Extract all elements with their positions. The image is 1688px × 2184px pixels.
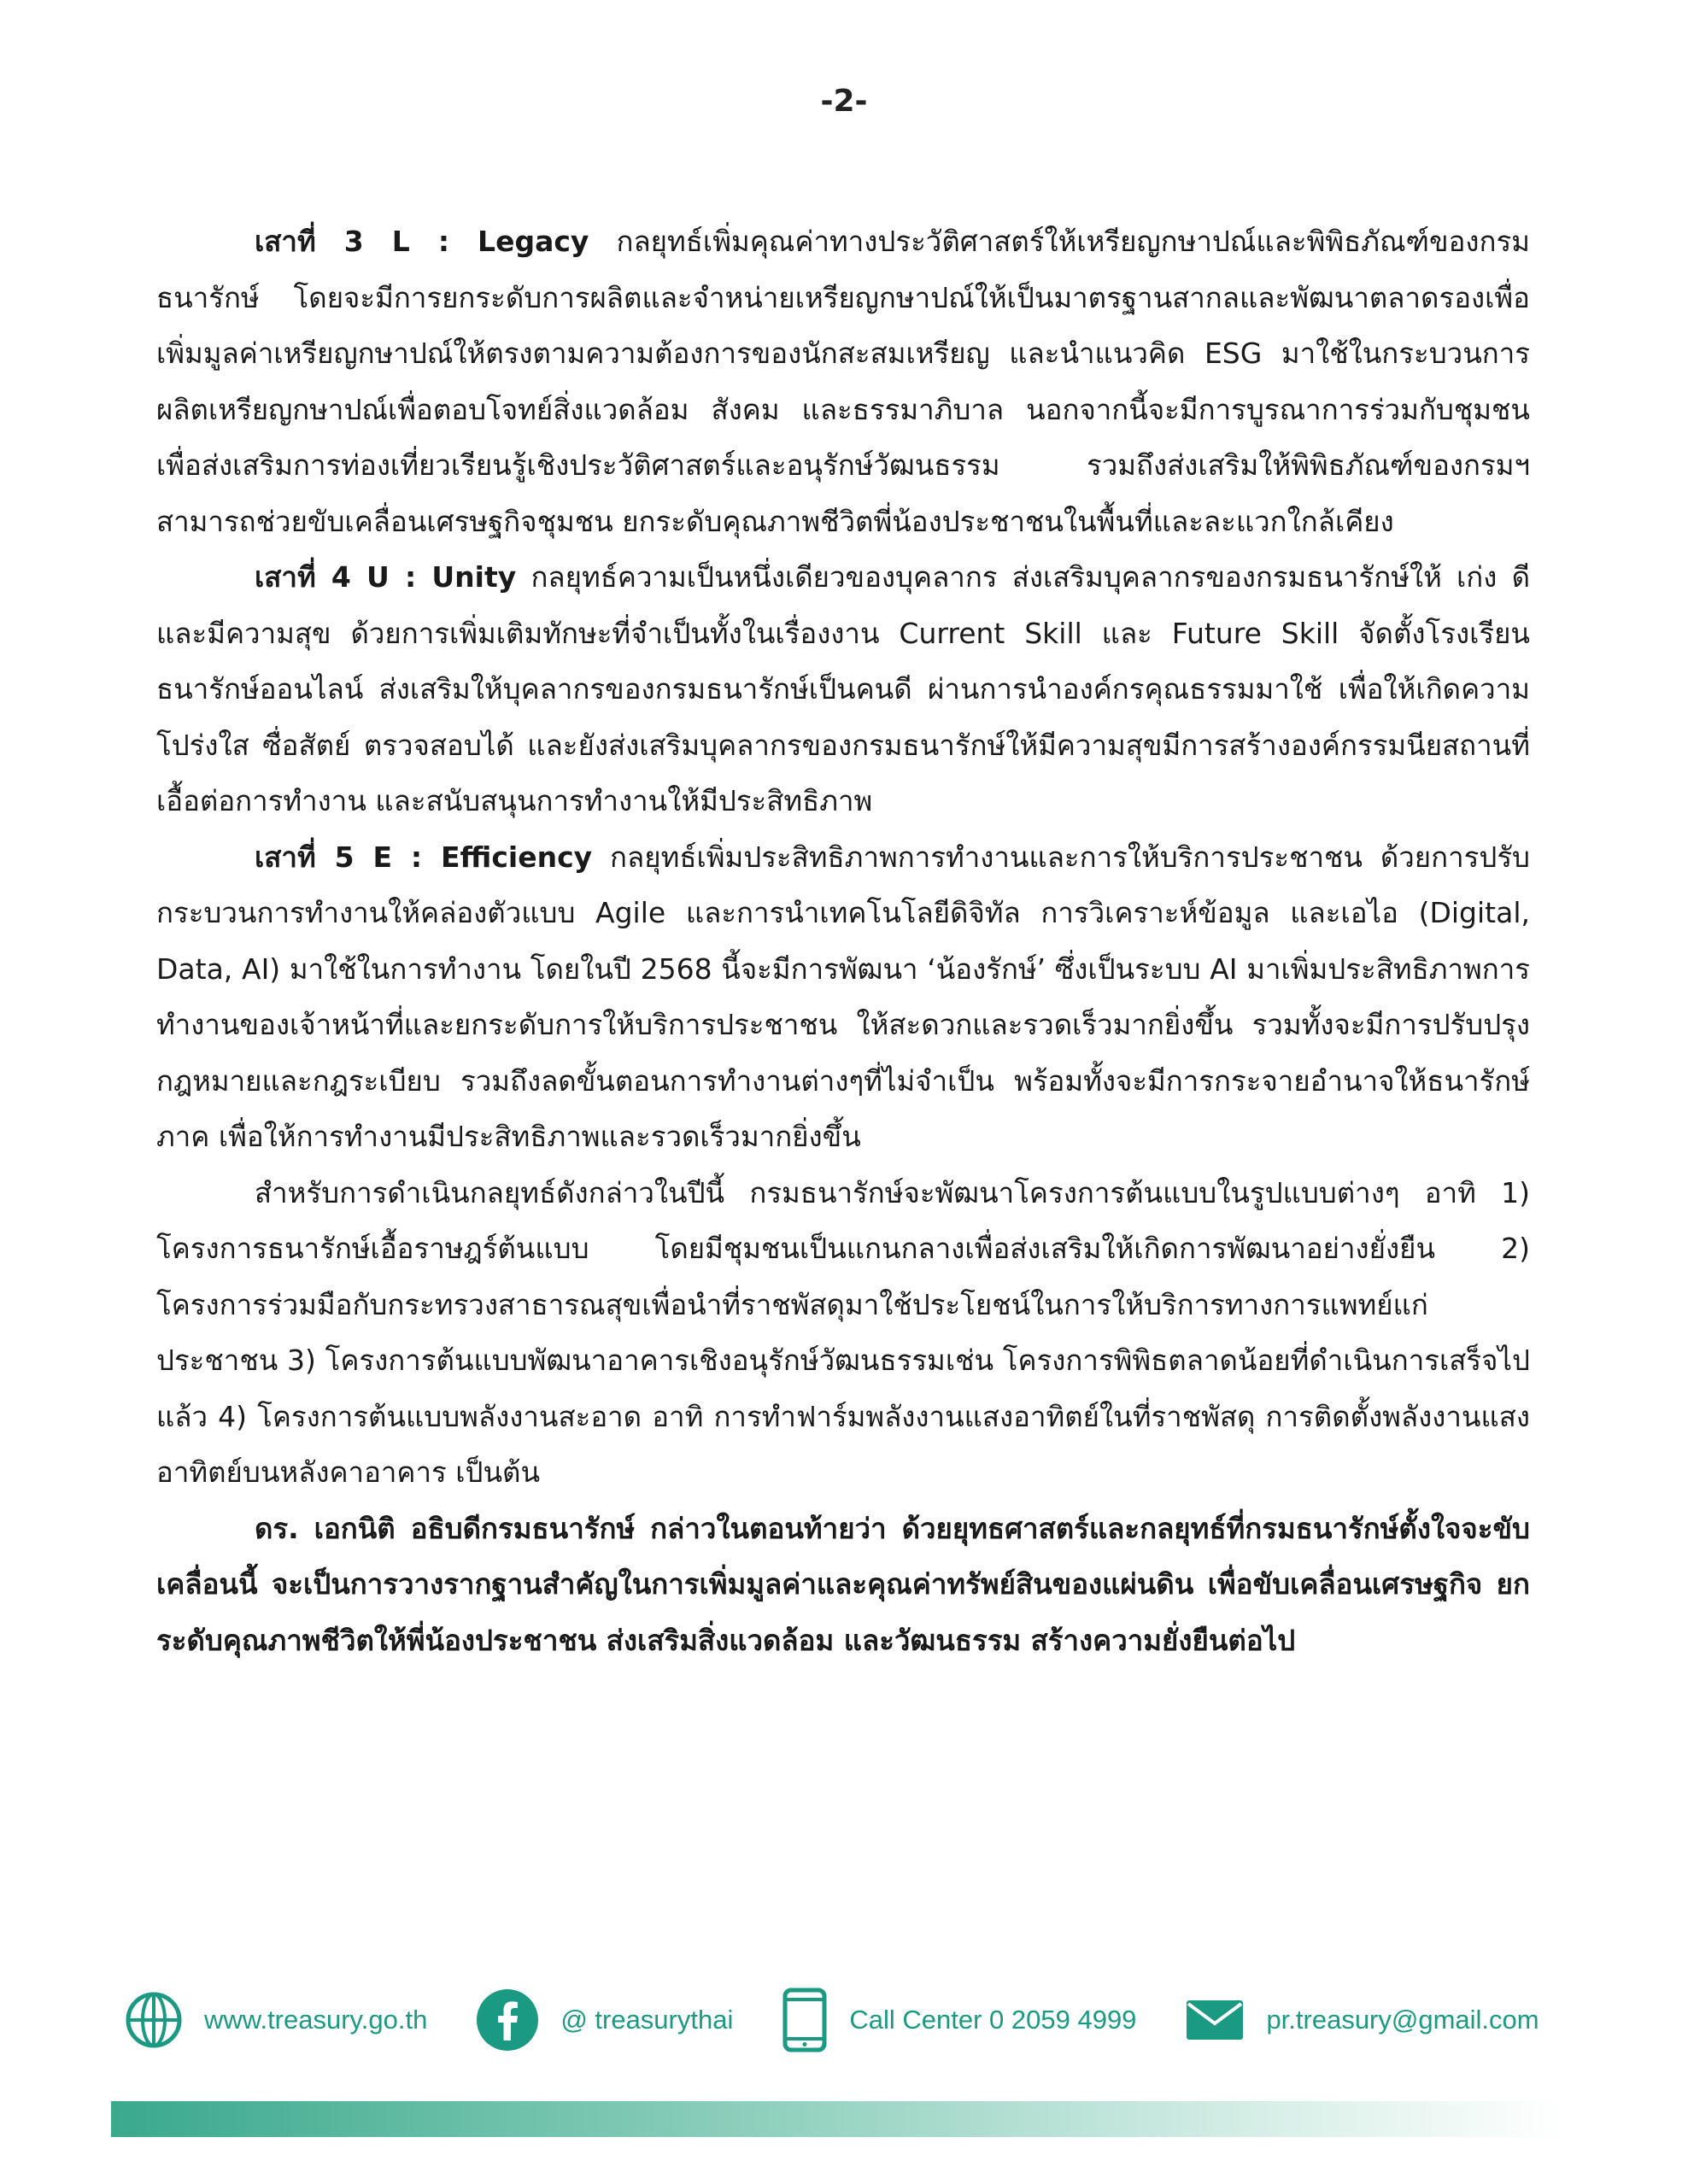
paragraph-efficiency <box>156 829 1530 1165</box>
call-center-contact[interactable] <box>781 1988 1136 2052</box>
facebook-handle[interactable]: @ treasurythai <box>560 2005 734 2035</box>
paragraph-lead: เสาที่ 4 U : Unity <box>255 560 517 594</box>
facebook-icon <box>475 1988 540 2052</box>
paragraph-text: กลยุทธ์เพิ่มคุณค่าทางประวัติศาสตร์ให้เหรียญกษาปณ์และพิพิธภัณฑ์ของกรมธนารักษ์ โดยจะมีการยกระดับการผลิตและจำหน่ายเหรียญกษาปณ์ให้เป็นมาตรฐานสากลและพัฒนาตลาดรองเพื่อเพิ่มมูลค่าเหรียญกษาปณ์ให้ตรงตามความต้องการของนักสะสมเหรียญ และนำแนวคิด ESG มาใช้ในกระบวนการผลิตเหรียญกษาปณ์เพื่อตอบโจทย์สิ่งแวดล้อม สังคม และธรรมาภิบาล นอกจากนี้จะมีการบูรณาการร่วมกับชุมชนเพื่อส่งเสริมการท่องเที่ยวเรียนรู้เชิงประวัติศาสตร์และอนุรักษ์วัฒนธรรม รวมถึงส่งเสริมให้พิพิธภัณฑ์ของกรมฯ สามารถช่วยขับเคลื่อนเศรษฐกิจชุมชน ยกระดับคุณภาพชีวิตพี่น้องประชาชนในพื้นที่และละแวกใกล้เคียง <box>156 225 1530 538</box>
paragraph-text: กลยุทธ์ความเป็นหนึ่งเดียวของบุคลากร ส่งเสริมบุคลากรของกรมธนารักษ์ให้ เก่ง ดี และมีความสุข ด้วยการเพิ่มเติมทักษะที่จำเป็นทั้งในเรื่องงาน Current Skill และ Future Skill จัดตั้งโรงเรียนธนารักษ์ออนไลน์ ส่งเสริมให้บุคลากรของกรมธนารักษ์เป็นคนดี ผ่านการนำองค์กรคุณธรรมมาใช้ เพื่อให้เกิดความโปร่งใส ซื่อสัตย์ ตรวจสอบได้ และยังส่งเสริมบุคลากรของกรมธนารักษ์ให้มีความสุขมีการสร้างองค์กรรมนียสถานที่เอื้อต่อการทำงาน และสนับสนุนการทำงานให้มีประสิทธิภาพ <box>156 560 1530 817</box>
call-center-number[interactable]: Call Center 0 2059 4999 <box>849 2005 1137 2035</box>
paragraph-lead: เสาที่ 5 E : Efficiency <box>255 840 593 874</box>
page-number: -2- <box>820 84 868 119</box>
website-contact[interactable] <box>124 1990 427 2050</box>
phone-icon <box>781 1988 829 2052</box>
website-link[interactable]: www.treasury.go.th <box>204 2005 428 2035</box>
footer-gradient-bar <box>111 2101 1563 2137</box>
email-contact[interactable] <box>1184 1998 1539 2042</box>
paragraph-projects <box>156 1165 1530 1501</box>
paragraph-legacy <box>156 214 1530 549</box>
paragraph-lead: ดร. เอกนิติ อธิบดีกรมธนารักษ์ กล่าวในตอนท้ายว่า ด้วยยุทธศาสตร์และกลยุทธ์ที่กรมธนารักษ์ตั้งใจจะขับเคลื่อนนี้ จะเป็นการวางรากฐานสำคัญในการเพิ่มมูลค่าและคุณค่าทรัพย์สินของแผ่นดิน เพื่อขับเคลื่อนเศรษฐกิจ ยกระดับคุณภาพชีวิตให้พี่น้องประชาชน ส่งเสริมสิ่งแวดล้อม และวัฒนธรรม สร้างความยั่งยืนต่อไป <box>156 1511 1530 1657</box>
facebook-contact[interactable] <box>475 1988 733 2052</box>
paragraph-text: สำหรับการดำเนินกลยุทธ์ดังกล่าวในปีนี้ กรมธนารักษ์จะพัฒนาโครงการต้นแบบในรูปแบบต่างๆ อาทิ 1) โครงการธนารักษ์เอื้อราษฎร์ต้นแบบ โดยมีชุมชนเป็นแกนกลางเพื่อส่งเสริมให้เกิดการพัฒนาอย่างยั่งยืน 2) โครงการร่วมมือกับกระทรวงสาธารณสุขเพื่อนำที่ราชพัสดุมาใช้ประโยชน์ในการให้บริการทางการแพทย์แก่ประชาชน 3) โครงการต้นแบบพัฒนาอาคารเชิงอนุรักษ์วัฒนธรรมเช่น โครงการพิพิธตลาดน้อยที่ดำเนินการเสร็จไปแล้ว 4) โครงการต้นแบบพลังงานสะอาด อาทิ การทำฟาร์มพลังงานแสงอาทิตย์ในที่ราชพัสดุ การติดตั้งพลังงานแสงอาทิตย์บนหลังคาอาคาร เป็นต้น <box>156 1175 1530 1489</box>
paragraph-unity <box>156 549 1530 829</box>
paragraph-text: กลยุทธ์เพิ่มประสิทธิภาพการทำงานและการให้บริการประชาชน ด้วยการปรับกระบวนการทำงานให้คล่องตัวแบบ Agile และการนำเทคโนโลยีดิจิทัล การวิเคราะห์ข้อมูล และเอไอ (Digital, Data, AI) มาใช้ในการทำงาน โดยในปี 2568 นี้จะมีการพัฒนา ‘น้องรักษ์’ ซึ่งเป็นระบบ AI มาเพิ่มประสิทธิภาพการทำงานของเจ้าหน้าที่และยกระดับการให้บริการประชาชน ให้สะดวกและรวดเร็วมากยิ่งขึ้น รวมทั้งจะมีการปรับปรุงกฎหมายและกฎระเบียบ รวมถึงลดขั้นตอนการทำงานต่างๆที่ไม่จำเป็น พร้อมทั้งจะมีการกระจายอำนาจให้ธนารักษ์ภาค เพื่อให้การทำงานมีประสิทธิภาพและรวดเร็วมากยิ่งขึ้น <box>156 840 1530 1153</box>
paragraph-lead: เสาที่ 3 L : Legacy <box>255 225 589 258</box>
document-body <box>156 214 1530 1668</box>
globe-icon <box>124 1990 184 2050</box>
paragraph-conclusion <box>156 1501 1530 1669</box>
footer-contacts <box>124 1982 1559 2058</box>
mail-icon <box>1184 1998 1245 2042</box>
email-address[interactable]: pr.treasury@gmail.com <box>1266 2005 1539 2035</box>
